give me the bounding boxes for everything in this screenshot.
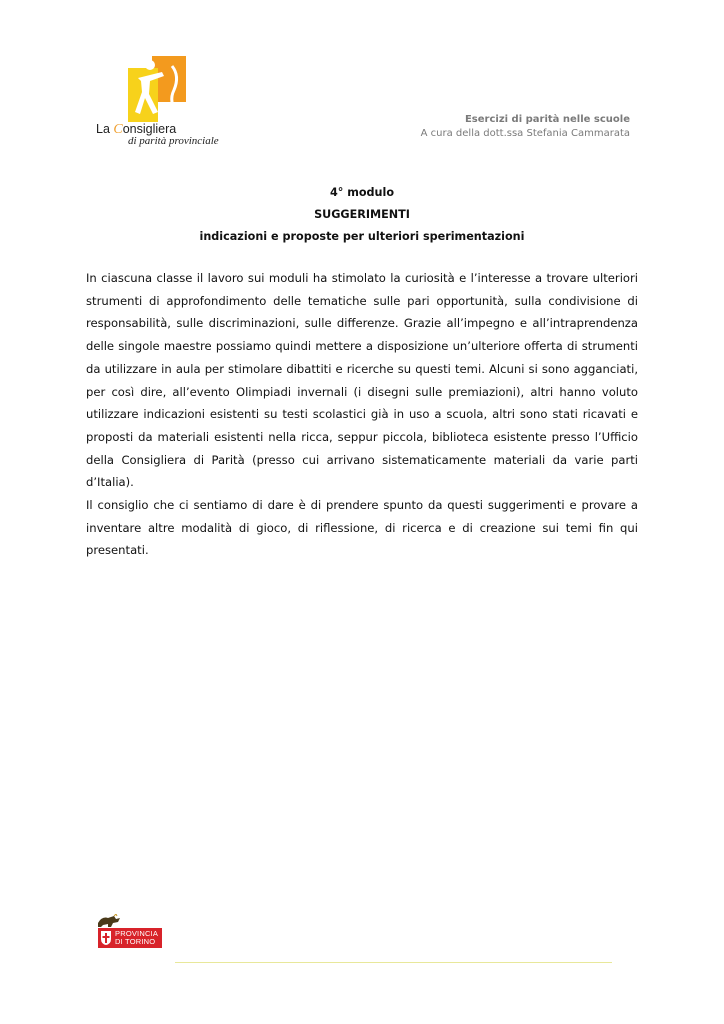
logo-prefix: La	[96, 122, 114, 136]
provincia-badge	[98, 928, 162, 948]
header-subtitle: A cura della dott.ssa Stefania Cammarata	[420, 128, 630, 139]
consigliera-logo-graphic	[128, 56, 188, 122]
bull-emblem-icon	[96, 914, 122, 928]
provincia-torino-logo	[94, 914, 166, 950]
body-paragraph-1: In ciascuna classe il lavoro sui moduli ha stimolato la curiosità e l’interesse a trovare ulteriori strumenti di approfondimento delle tematiche sulle pari opportunità, sulla condivisione di responsabilità, sulle discriminazioni, sulle differenze. Grazie all’impegno e all’intraprendenza delle singole maestre possiamo quindi mettere a disposizione un’ulteriore offerta di strumenti da utilizzare in aula per stimolare dibattiti e ricerche su questi temi. Alcuni si sono agganciati, per così dire, all’evento Olimpiadi invernali (i disegni sulle premiazioni), altri hanno voluto utilizzare indicazioni esistenti su testi scolastici già in uso a scuola, altri sono stati ricavati e proposti da materiali esistenti nella ricca, seppur piccola, biblioteca esistente presso l’Ufficio della Consigliera di Parità (presso cui arrivano sistematicamente materiali da varie parti d’Italia).	[86, 271, 638, 490]
logo-rest: onsigliera	[122, 122, 177, 136]
module-subtitle: indicazioni e proposte per ulteriori sperimentazioni	[199, 230, 525, 243]
document-header	[421, 113, 630, 141]
provincia-line2: DI TORINO	[115, 937, 156, 946]
footer-divider	[175, 962, 612, 963]
shield-cross-icon	[100, 930, 112, 946]
module-heading	[0, 182, 724, 248]
body-paragraph-2: Il consiglio che ci sentiamo di dare è di prendere spunto da questi suggerimenti e provare a inventare altre modalità di gioco, di riflessione, di ricerca e di creazione sui temi fin qui presentati.	[86, 498, 638, 558]
module-number: 4° modulo	[329, 186, 395, 199]
logo-subtitle: di parità provinciale	[128, 135, 219, 147]
header-title: Esercizi di parità nelle scuole	[464, 114, 630, 125]
provincia-text	[115, 930, 158, 947]
consigliera-logo	[94, 56, 234, 148]
module-title: SUGGERIMENTI	[314, 208, 410, 221]
body-text	[86, 267, 638, 562]
provincia-line1: PROVINCIA	[115, 928, 159, 938]
logo-initial: C	[113, 122, 123, 137]
